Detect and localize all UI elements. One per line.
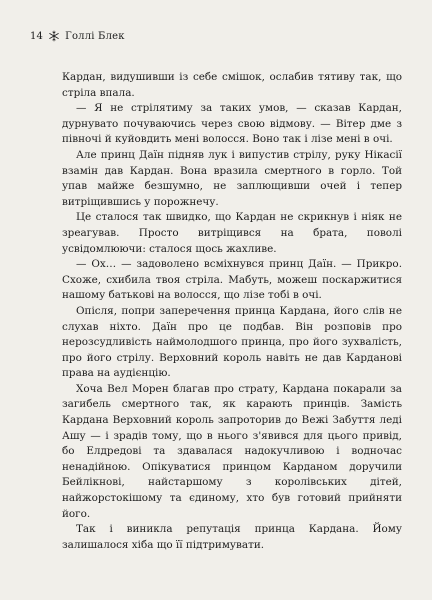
paragraph: Кардан, видушивши із себе смішок, ослабив тятиву так, що стріла впала. — [62, 71, 402, 99]
paragraph: Це сталося так швидко, що Кардан не скрикнув і ніяк не зреагував. Просто витріщився на брата, поволі усвідомлюючи: сталося щось жахливе. — [62, 211, 402, 255]
snowflake-icon — [48, 30, 60, 42]
body-text — [62, 70, 402, 553]
paragraph: Хоча Вел Морен благав про страту, Кардана покарали за загибель смертного так, як карають принців. Замість Кардана Верховний король запроторив до Вежі Забуття леді Ашу — і зрадів тому, що в нього з'явився для цього привід, бо Елдредові та здавалася надокучливою і водночас ненадійною. Опікуватися принцом Карданом доручили Бейлікнові, найстаршому з королівських дітей, найжорстокішому та єдиному, хто був готовий прийняти його. — [62, 382, 402, 520]
paragraph: — Я не стрілятиму за таких умов, — сказав Кардан, дурнувато почуваючись через свою відмову. — Вітер дме з півночі й куйовдить мені волосся. Воно так і лізе мені в очі. — [62, 102, 402, 146]
running-header — [30, 30, 125, 42]
paragraph: Але принц Даїн підняв лук і випустив стрілу, руку Нікасії взамін дав Кардан. Вона вразила смертного в горло. Той упав майже безшумно, не заплющивши очей і тепер витріщившись у порожнечу. — [62, 148, 402, 208]
paragraph: — Ох… — задоволено всміхнувся принц Даїн. — Прикро. Схоже, схибила твоя стріла. Мабуть, можеш поскаржитися нашому батькові на волосся, що лізе тобі в очі. — [62, 258, 402, 302]
paragraph: Так і виникла репутація принца Кардана. Йому залишалося хіба що її підтримувати. — [62, 523, 402, 551]
page-number: 14 — [30, 30, 44, 42]
author-name: Голлі Блек — [65, 30, 125, 42]
paragraph: Опісля, попри заперечення принца Кардана, його слів не слухав ніхто. Даїн про це подбав. Він розповів про нерозсудливість наймолодшого принца, про його зухвалість, про його стрілу. Верховний король навіть не дав Карданові права на аудієнцію. — [62, 304, 402, 380]
